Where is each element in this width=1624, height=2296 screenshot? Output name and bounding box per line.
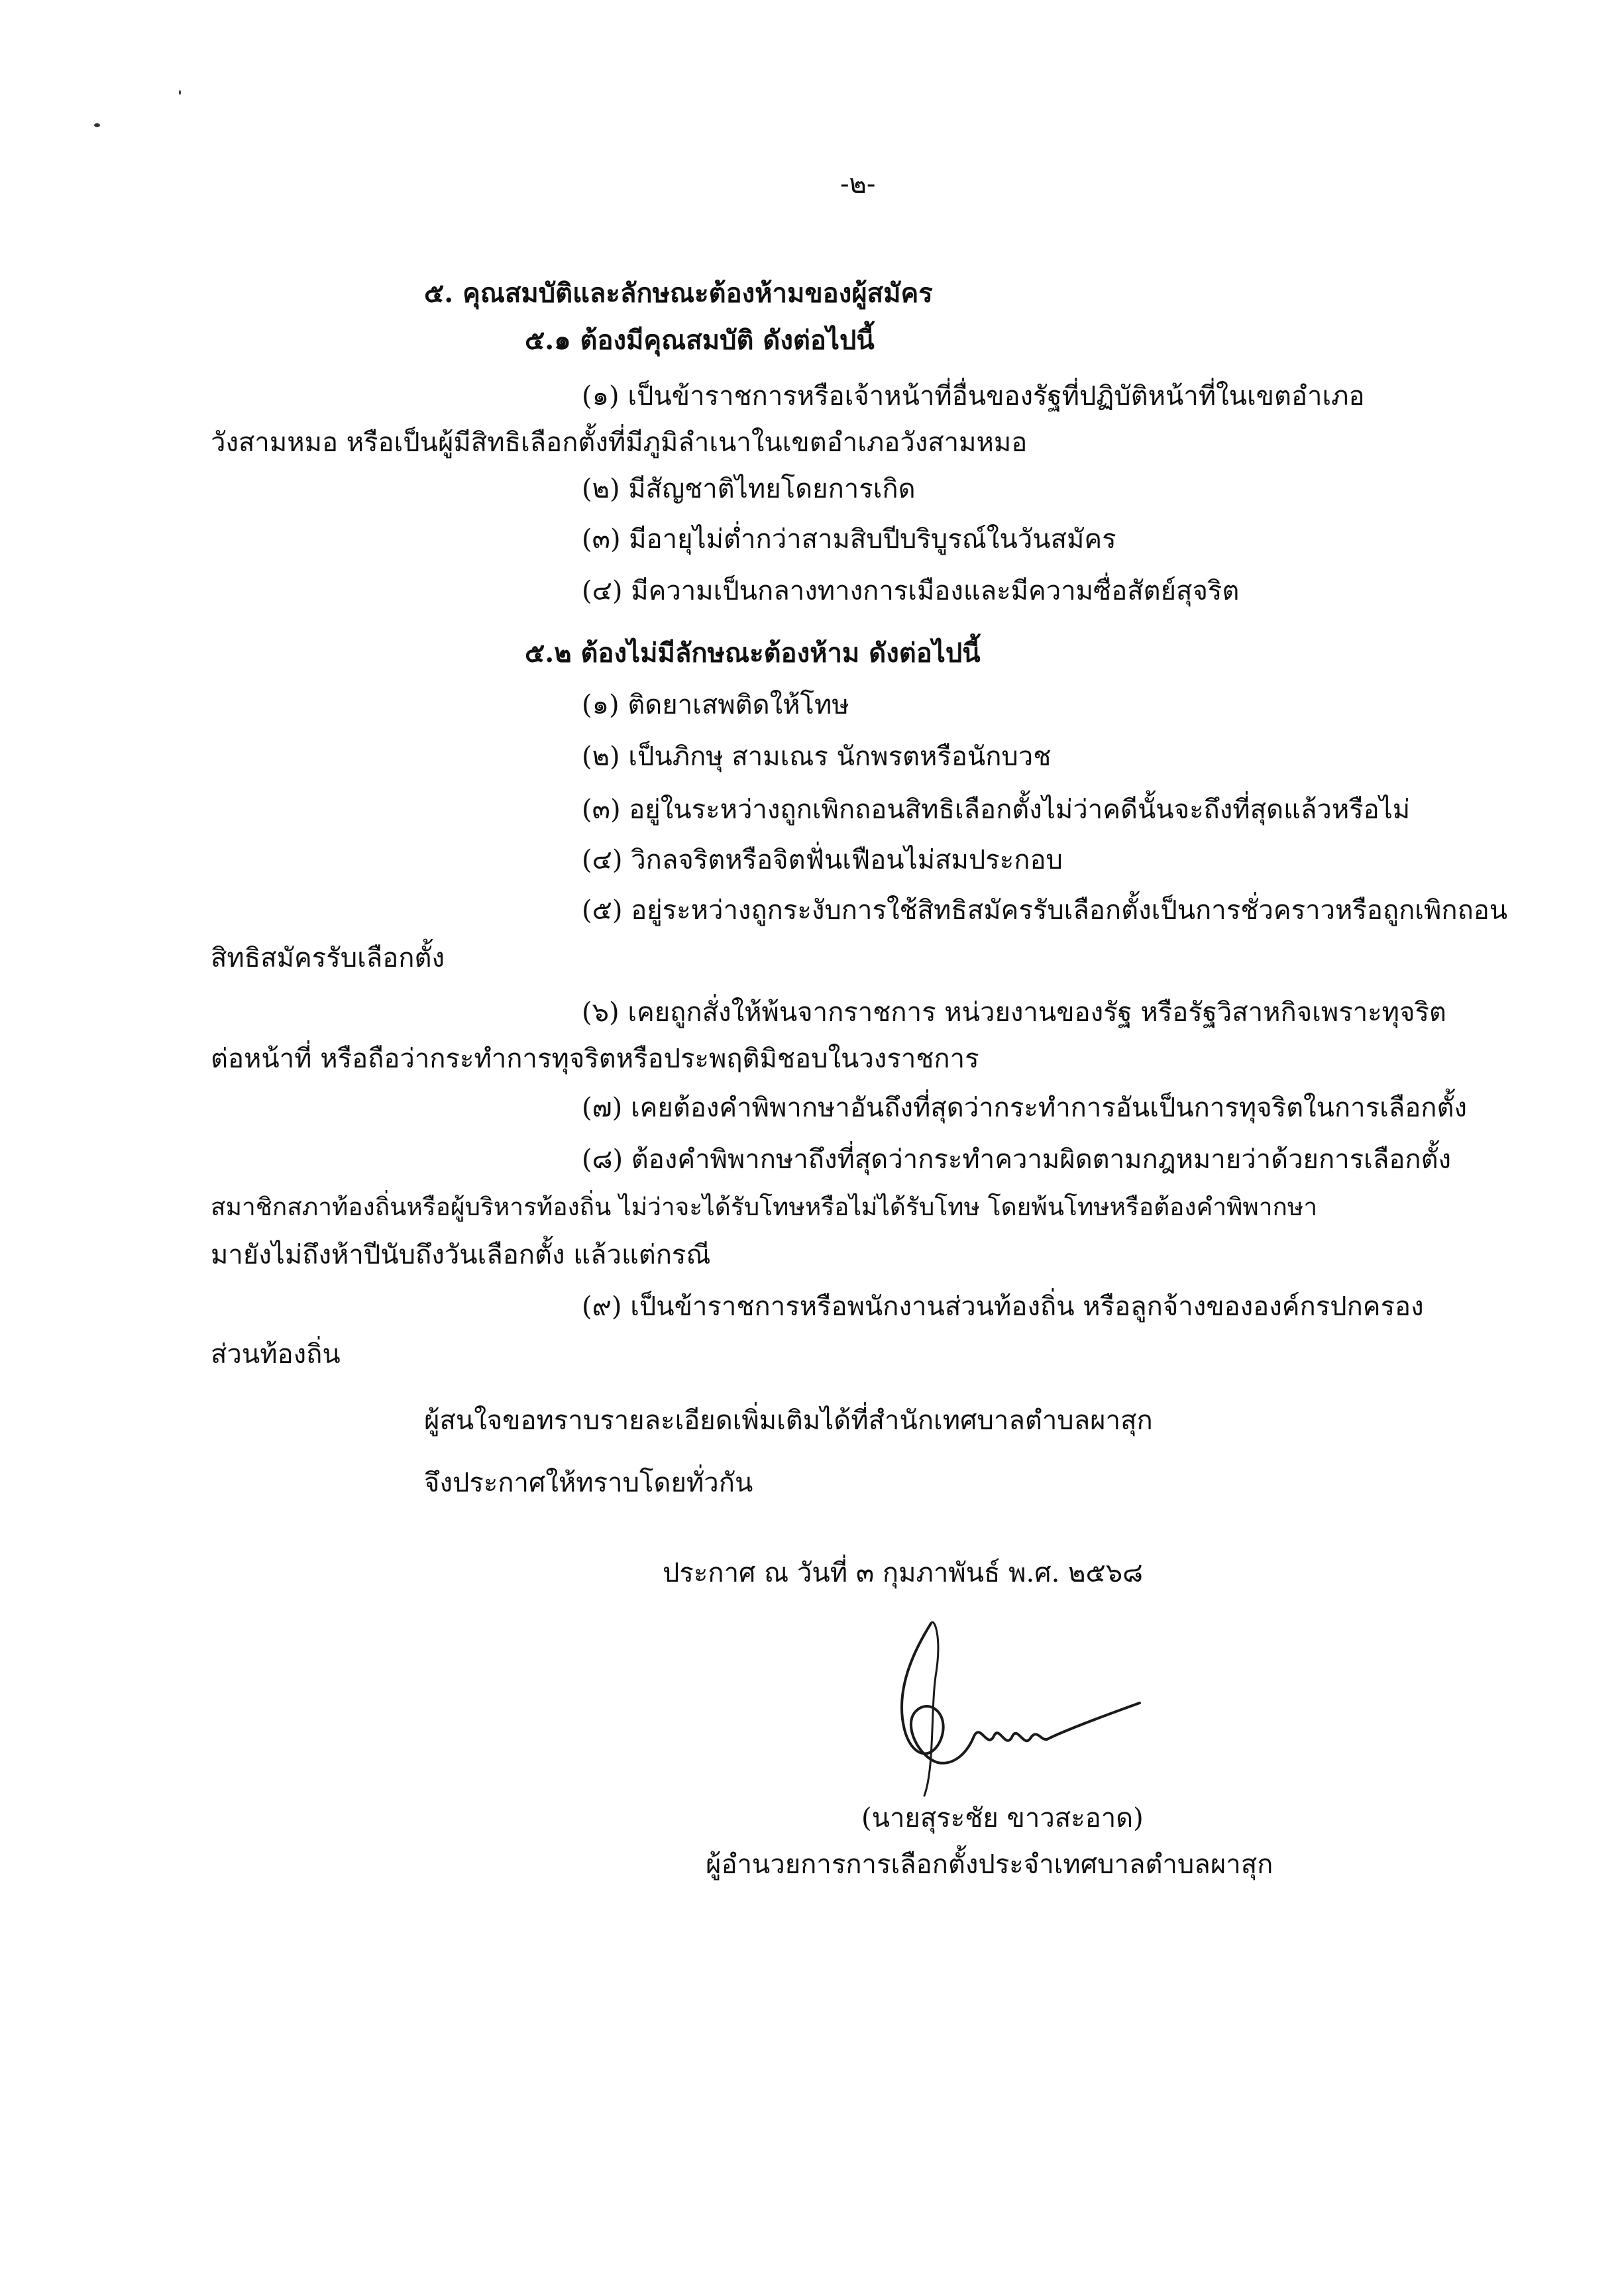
s51-item-1-line-2: วังสามหมอ หรือเป็นผู้มีสิทธิเลือกตั้งที่มีภูมิลำเนาในเขตอำเภอวังสามหมอ — [211, 427, 1028, 458]
closing-info: ผู้สนใจขอทราบรายละเอียดเพิ่มเติมได้ที่สำนักเทศบาลตำบลผาสุก — [424, 1405, 1153, 1436]
s51-item-3: (๓) มีอายุไม่ต่ำกว่าสามสิบปีบริบูรณ์ในวันสมัคร — [582, 524, 1116, 555]
signer-title: ผู้อำนวยการการเลือกตั้งประจำเทศบาลตำบลผาสุก — [706, 1849, 1273, 1880]
s52-item-5-line-2: สิทธิสมัครรับเลือกตั้ง — [211, 943, 445, 973]
handwritten-signature — [868, 1597, 1146, 1816]
s52-item-8-line-1: (๘) ต้องคำพิพากษาถึงที่สุดว่ากระทำความผิดตามกฎหมายว่าด้วยการเลือกตั้ง — [582, 1144, 1452, 1175]
s51-item-1-line-1: (๑) เป็นข้าราชการหรือเจ้าหน้าที่อื่นของรัฐที่ปฏิบัติหน้าที่ในเขตอำเภอ — [582, 381, 1365, 411]
section-5-1-heading: ๕.๑ ต้องมีคุณสมบัติ ดังต่อไปนี้ — [525, 325, 875, 356]
section-5-2-heading: ๕.๒ ต้องไม่มีลักษณะต้องห้าม ดังต่อไปนี้ — [525, 637, 981, 669]
s52-item-9-line-2: ส่วนท้องถิ่น — [211, 1339, 341, 1370]
s52-item-9-line-1: (๙) เป็นข้าราชการหรือพนักงานส่วนท้องถิ่น หรือลูกจ้างขององค์กรปกครอง — [582, 1291, 1424, 1322]
s52-item-6-line-2: ต่อหน้าที่ หรือถือว่ากระทำการทุจริตหรือประพฤติมิชอบในวงราชการ — [211, 1044, 979, 1074]
section-5-heading: ๕. คุณสมบัติและลักษณะต้องห้ามของผู้สมัคร — [424, 278, 933, 309]
s51-item-2: (๒) มีสัญชาติไทยโดยการเกิด — [582, 474, 916, 504]
s52-item-8-line-3: มายังไม่ถึงห้าปีนับถึงวันเลือกตั้ง แล้วแต่กรณี — [211, 1240, 711, 1270]
s52-item-2: (๒) เป็นภิกษุ สามเณร นักพรตหรือนักบวช — [582, 741, 1052, 772]
signer-name: (นายสุระชัย ขาวสะอาด) — [861, 1803, 1144, 1833]
s52-item-5-line-1: (๕) อยู่ระหว่างถูกระงับการใช้สิทธิสมัครรับเลือกตั้งเป็นการชั่วคราวหรือถูกเพิกถอน — [582, 895, 1508, 926]
s52-item-7: (๗) เคยต้องคำพิพากษาอันถึงที่สุดว่ากระทำการอันเป็นการทุจริตในการเลือกตั้ง — [582, 1093, 1468, 1123]
scan-speck — [94, 123, 100, 127]
scan-speck — [179, 90, 181, 95]
s52-item-6-line-1: (๖) เคยถูกสั่งให้พ้นจากราชการ หน่วยงานของรัฐ หรือรัฐวิสาหกิจเพราะทุจริต — [582, 997, 1446, 1028]
s52-item-4: (๔) วิกลจริตหรือจิตฟั่นเฟือนไม่สมประกอบ — [582, 845, 1063, 875]
page-number: -๒- — [840, 169, 876, 199]
s52-item-8-line-2: สมาชิกสภาท้องถิ่นหรือผู้บริหารท้องถิ่น ไม่ว่าจะได้รับโทษหรือไม่ได้รับโทษ โดยพ้นโทษหรือต้องคำพิพากษา — [211, 1193, 1318, 1221]
s51-item-4: (๔) มีความเป็นกลางทางการเมืองและมีความซื่อสัตย์สุจริต — [582, 576, 1240, 606]
closing-announce: จึงประกาศให้ทราบโดยทั่วกัน — [424, 1468, 753, 1498]
s52-item-3: (๓) อยู่ในระหว่างถูกเพิกถอนสิทธิเลือกตั้งไม่ว่าคดีนั้นจะถึงที่สุดแล้วหรือไม่ — [582, 794, 1411, 825]
s52-item-1: (๑) ติดยาเสพติดให้โทษ — [582, 690, 849, 720]
announcement-date: ประกาศ ณ วันที่ ๓ กุมภาพันธ์ พ.ศ. ๒๕๖๘ — [663, 1558, 1143, 1588]
